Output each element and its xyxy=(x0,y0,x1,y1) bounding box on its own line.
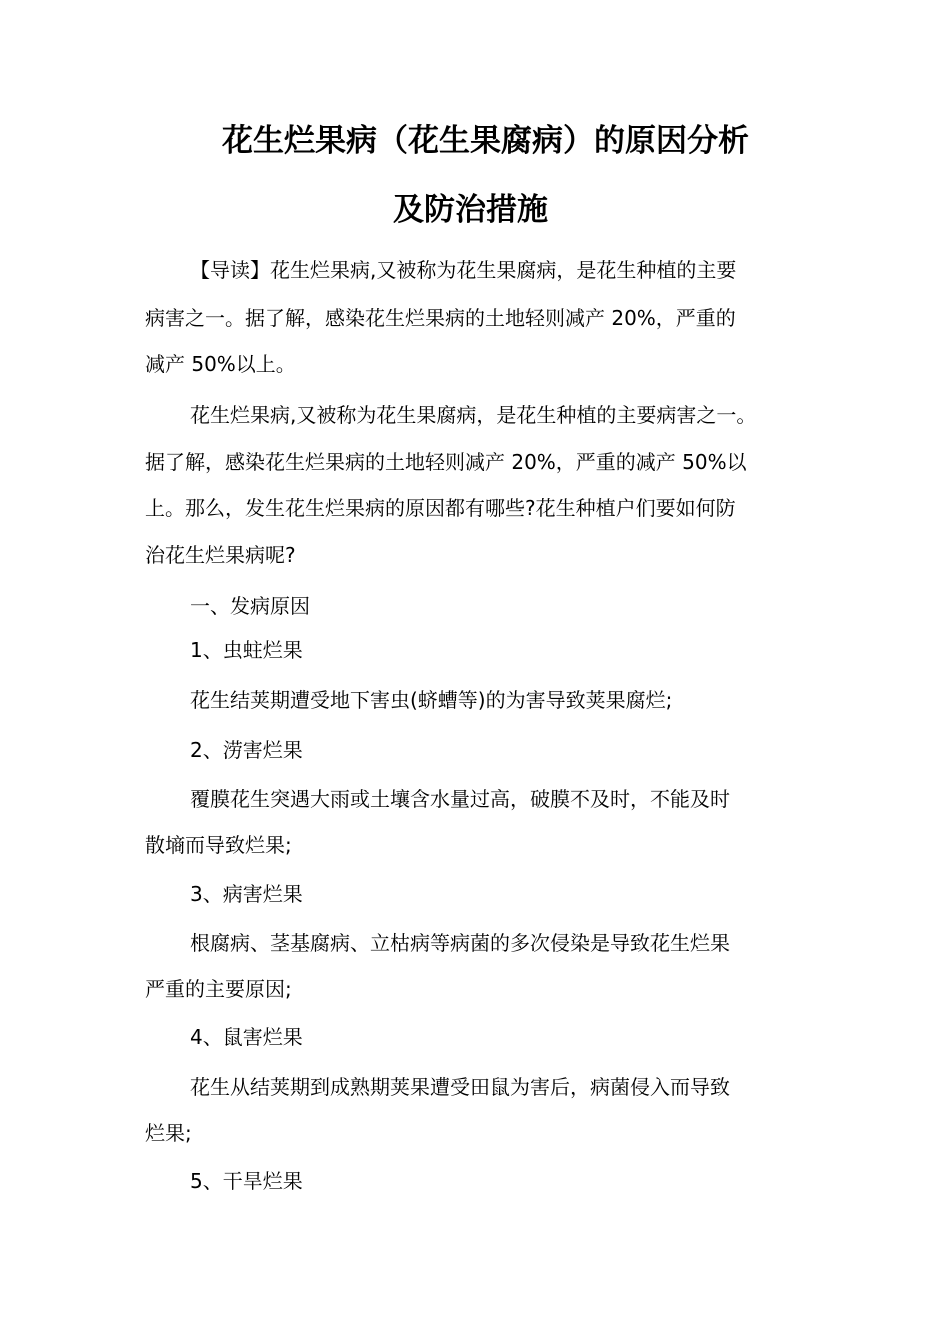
body-paragraph-line: 烂果; xyxy=(145,1121,192,1145)
subsection-heading: 3、病害烂果 xyxy=(190,882,303,906)
body-paragraph-line: 上。那么，发生花生烂果病的原因都有哪些?花生种植户们要如何防 xyxy=(145,496,736,520)
body-paragraph-line: 根腐病、茎基腐病、立枯病等病菌的多次侵染是导致花生烂果 xyxy=(190,931,730,955)
body-paragraph-line: 花生从结荚期到成熟期荚果遭受田鼠为害后，病菌侵入而导致 xyxy=(190,1075,730,1099)
document-title-line-2: 及防治措施 xyxy=(393,192,548,228)
body-paragraph-line: 散墒而导致烂果; xyxy=(145,833,292,857)
body-paragraph-line: 花生烂果病,又被称为花生果腐病，是花生种植的主要病害之一。 xyxy=(190,403,757,427)
intro-paragraph-line: 减产 50%以上。 xyxy=(145,352,296,376)
subsection-heading: 2、涝害烂果 xyxy=(190,738,303,762)
subsection-heading: 4、鼠害烂果 xyxy=(190,1025,303,1049)
subsection-heading: 5、干旱烂果 xyxy=(190,1169,303,1193)
intro-paragraph-line: 【导读】花生烂果病,又被称为花生果腐病，是花生种植的主要 xyxy=(190,258,737,282)
section-heading: 一、发病原因 xyxy=(190,594,310,618)
intro-paragraph-line: 病害之一。据了解，感染花生烂果病的土地轻则减产 20%，严重的 xyxy=(145,306,736,330)
body-paragraph-line: 治花生烂果病呢? xyxy=(145,543,296,567)
body-paragraph-line: 据了解，感染花生烂果病的土地轻则减产 20%，严重的减产 50%以 xyxy=(145,450,747,474)
document-title-line-1: 花生烂果病（花生果腐病）的原因分析 xyxy=(222,123,749,159)
body-paragraph-line: 花生结荚期遭受地下害虫(蛴螬等)的为害导致荚果腐烂; xyxy=(190,688,673,712)
body-paragraph-line: 覆膜花生突遇大雨或土壤含水量过高，破膜不及时，不能及时 xyxy=(190,787,730,811)
subsection-heading: 1、虫蛀烂果 xyxy=(190,638,303,662)
body-paragraph-line: 严重的主要原因; xyxy=(145,977,292,1001)
